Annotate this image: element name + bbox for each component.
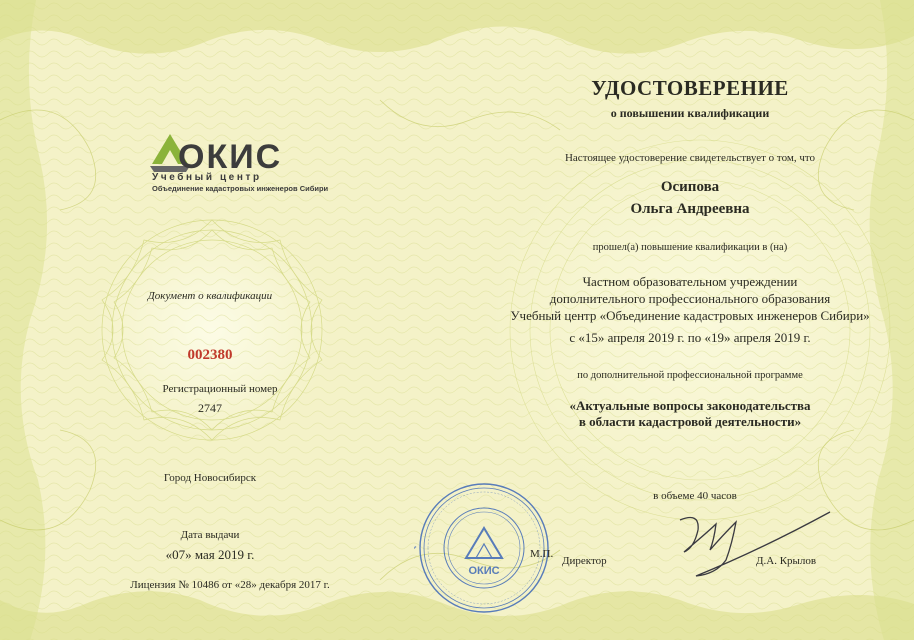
stamp-place-label: М.П. [530,548,554,560]
issue-date-label: Дата выдачи [180,529,240,541]
certificate-title: УДОСТОВЕРЕНИЕ [591,76,789,100]
program-title-line: в области кадастровой деятельности» [578,414,802,429]
document-label: Документ о квалификации [147,290,273,302]
signature-icon [640,500,840,580]
stamp-center-text: ОКИС [468,565,500,577]
director-label: Директор [562,555,607,567]
city: Город Новосибирск [163,472,257,484]
director-name: Д.А. Крылов [756,555,817,567]
license: Лицензия № 10486 от «28» декабря 2017 г. [130,579,330,591]
program-intro: по дополнительной профессиональной программе [577,370,803,381]
program-title-line: «Актуальные вопросы законодательства [569,398,811,413]
certificate-subtitle: о повышении квалификации [610,106,770,120]
organization-line: Учебный центр «Объединение кадастровых инженеров Сибири» [510,308,870,323]
logo-tagline: Объединение кадастровых инженеров Сибири [152,184,329,193]
holder-surname: Осипова [660,179,720,195]
holder-names: Ольга Андреевна [630,201,750,217]
logo-subtitle: Учебный центр [152,172,262,183]
registration-number: 2747 [198,401,222,415]
registration-label: Регистрационный номер [162,383,278,395]
course-volume: в объеме 40 часов [653,490,737,502]
training-period: с «15» апреля 2019 г. по «19» апреля 2019 г. [569,330,811,345]
document-number: 002380 [187,347,233,363]
program-title [500,398,880,430]
organization-line: Частном образовательном учреждении [582,274,798,289]
issue-date: «07» мая 2019 г. [165,547,255,562]
organization-line: дополнительного профессионального образования [549,291,831,306]
organization [500,273,880,324]
passed-text: прошел(а) повышение квалификации в (на) [592,242,788,253]
logo-wordmark: ОКИС [178,138,283,176]
certificate-intro: Настоящее удостоверение свидетельствует о том, что [564,152,816,164]
